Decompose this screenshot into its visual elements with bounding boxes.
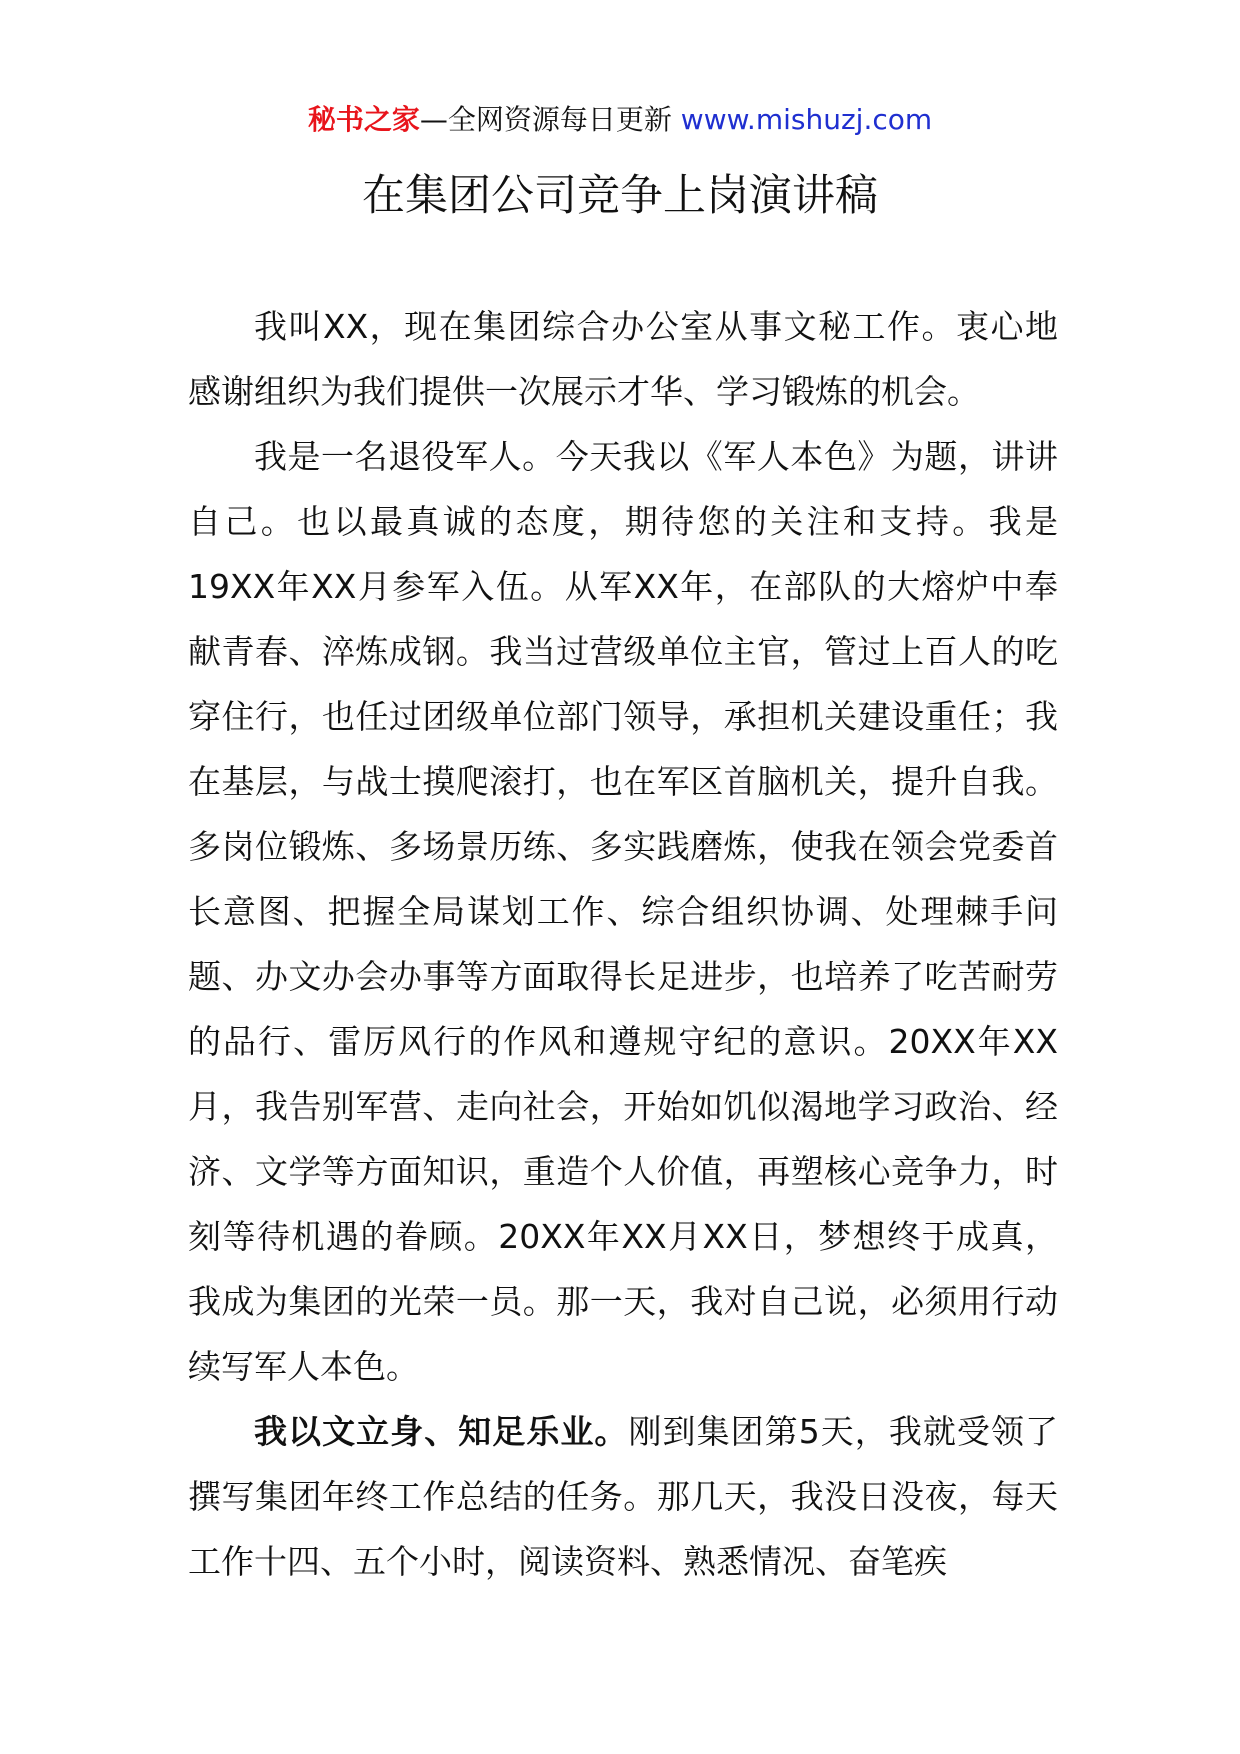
document-title: 在集团公司竞争上岗演讲稿	[362, 171, 878, 221]
paragraph-text: 我叫XX，现在集团综合办公室从事文秘工作。衷心地感谢组织为我们提供一次展示才华、学习锻炼的机会。	[188, 307, 1058, 411]
paragraph-text: 刚到集团第5天，我就受领了撰写集团年终工作总结的任务。那几天，我没日没夜，每天工作十四、五个小时，阅读资料、熟悉情况、奋笔疾	[188, 1412, 1059, 1581]
paragraph-text: 我是一名退役军人。今天我以《军人本色》为题，讲讲自己。也以最真诚的态度，期待您的关注和支持。我是19XX年XX月参军入伍。从军XX年，在部队的大熔炉中奉献青春、淬炼成钢。我当过营级单位主官，管过上百人的吃穿住行，也任过团级单位部门领导，承担机关建设重任；我在基层，与战士摸爬滚打，也在军区首脑机关，提升自我。多岗位锻炼、多场景历练、多实践磨炼，使我在领会党委首长意图、把握全局谋划工作、综合组织协调、处理棘手问题、办文办会办事等方面取得长足进步，也培养了吃苦耐劳的品行、雷厉风行的作风和遵规守纪的意识。20XX年XX月，我告别军营、走向社会，开始如饥似渴地学习政治、经济、文学等方面知识，重造个人价值，再塑核心竞争力，时刻等待机遇的眷顾。20XX年XX月XX日，梦想终于成真，我成为集团的光荣一员。那一天，我对自己说，必须用行动续写军人本色。	[188, 437, 1058, 1386]
document-body	[188, 294, 1058, 1594]
site-url-link[interactable]: www.mishuzj.com	[680, 103, 933, 136]
site-banner	[0, 100, 1240, 140]
banner-tagline: —全网资源每日更新	[419, 103, 672, 136]
paragraph-lead: 我以文立身、知足乐业。	[254, 1412, 629, 1451]
paragraph-work	[188, 1399, 1058, 1594]
paragraph-intro	[188, 294, 1058, 424]
paragraph-background	[188, 424, 1058, 1399]
brand-name: 秘书之家	[307, 103, 420, 136]
